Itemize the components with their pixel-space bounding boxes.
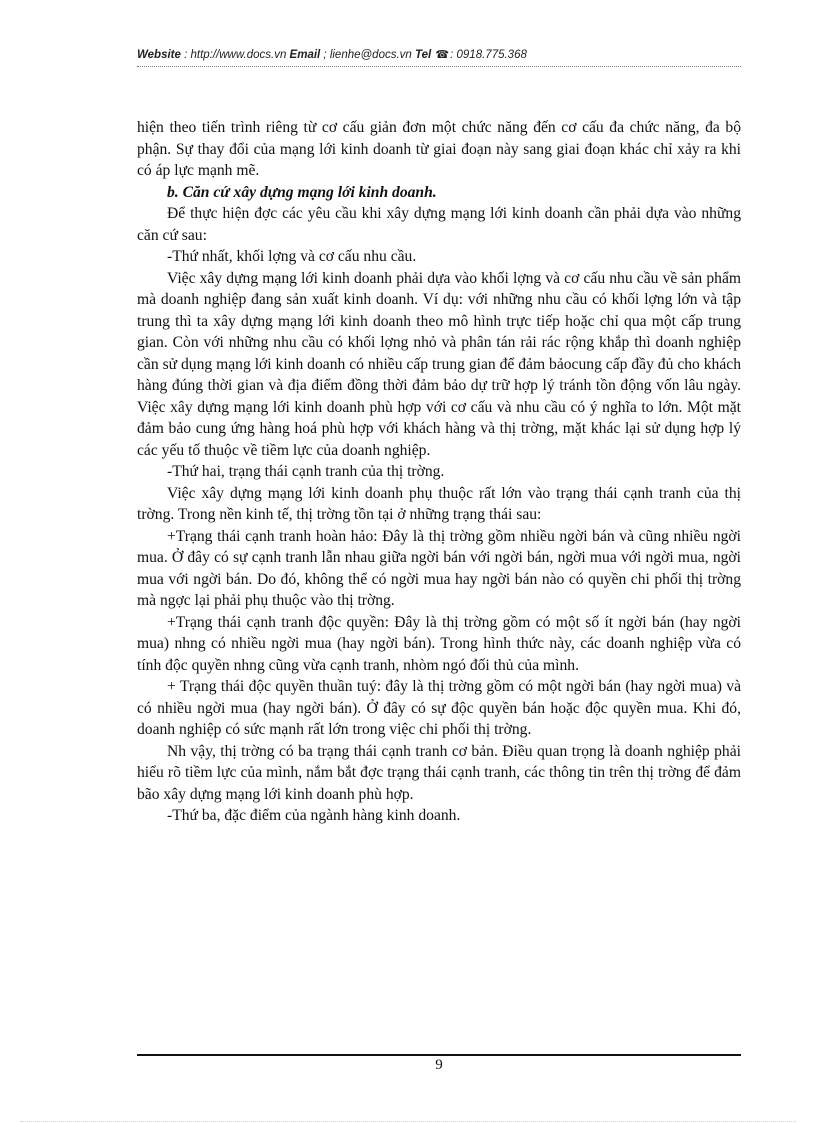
section-heading: b. Căn cứ xây dựng mạng lới kinh doanh. (167, 183, 437, 201)
page-edge-divider (20, 1121, 796, 1122)
paragraph: Để thực hiện đợc các yêu cầu khi xây dựng mạng lới kinh doanh cần phải dựa vào những căn cứ sau: (137, 205, 741, 244)
page-header (137, 48, 741, 66)
paragraph-continuation: hiện theo tiến trình riêng từ cơ cấu giản đơn một chức năng đến cơ cấu đa chức năng, đa bộ phận. Sự thay đổi của mạng lới kinh doanh từ giai đoạn này sang giai đoạn khác chỉ xảy ra khi có áp lực mạnh mẽ. (137, 119, 741, 179)
paragraph: Việc xây dựng mạng lới kinh doanh phụ thuộc rất lớn vào trạng thái cạnh tranh của thị trờng. Trong nền kinh tế, thị trờng tồn tại ở những trạng thái sau: (137, 484, 741, 523)
tel-value: : 0918.775.368 (450, 49, 527, 61)
email-label: Email (289, 49, 321, 61)
paragraph: + Trạng thái độc quyền thuần tuý: đây là thị trờng gồm có một ngời bán (hay ngời mua) và có nhiều ngời mua (hay ngời bán). Ở đây có sự độc quyền bán hoặc độc quyền mua. Khi đó, doanh nghiệp có sức mạnh rất lớn trong việc chi phối thị trờng. (137, 678, 741, 738)
paragraph: +Trạng thái cạnh tranh hoàn hảo: Đây là thị trờng gồm nhiều ngời bán và cũng nhiều ngời mua. Ở đây có sự cạnh tranh lẫn nhau giữa ngời bán với ngời bán, ngời mua với ngời mua, ngời mua với ngời bán. Do đó, không thể có ngời mua hay ngời bán nào có quyền chi phối thị trờng mà ngợc lại phải phụ thuộc vào thị trờng. (137, 527, 741, 609)
paragraph: Việc xây dựng mạng lới kinh doanh phải dựa vào khối lợng và cơ cấu nhu cầu về sản phẩm mà doanh nghiệp đang sản xuất kinh doanh. Ví dụ: với những nhu cầu có khối lợng lớn và tập trung thì ta xây dựng mạng lới kinh doanh theo mô hình trực tiếp hoặc chỉ qua một cấp trung gian. Còn với những nhu cầu có khối lợng nhỏ và phân tán rải rác rộng khắp thì doanh nghiệp cần sử dụng mạng lới kinh doanh có nhiều cấp trung gian để đảm bảocung cấp đầy đủ cho khách hàng đúng thời gian và địa điểm đồng thời đảm bảo dự trữ hợp lý tránh tồn động vốn lâu ngày. Việc xây dựng mạng lới kinh doanh phù hợp với cơ cấu và nhu cầu có ý nghĩa to lớn. Một mặt đảm bảo cung ứng hàng hoá phù hợp với khách hàng và thị trờng, mặt khác lại sử dụng hợp lý các yếu tố thuộc về tiềm lực của doanh nghiệp. (137, 269, 741, 459)
paragraph: -Thứ hai, trạng thái cạnh tranh của thị trờng. (167, 463, 445, 480)
document-body (137, 117, 741, 827)
footer-divider (137, 1054, 741, 1056)
paragraph: -Thứ nhất, khối lợng và cơ cấu nhu cầu. (167, 248, 417, 265)
website-value: : http://www.docs.vn (180, 49, 290, 61)
paragraph: +Trạng thái cạnh tranh độc quyền: Đây là thị trờng gồm có một số ít ngời bán (hay ngời mua) nhng có nhiều ngời mua (hay ngời bán). Trong hình thức này, các doanh nghiệp vừa có tính độc quyền nhng cũng vừa cạnh tranh, nhòm ngó đối thủ của mình. (137, 613, 741, 674)
website-label: Website (137, 49, 181, 61)
header-divider (137, 66, 741, 67)
tel-label: Tel (415, 49, 432, 61)
paragraph: Nh vậy, thị trờng có ba trạng thái cạnh tranh cơ bản. Điều quan trọng là doanh nghiệp phải hiểu rõ tiềm lực của mình, nắm bắt đợc trạng thái cạnh tranh, các thông tin trên thị trờng để đảm bão xây dựng mạng lới kinh doanh phù hợp. (137, 742, 741, 803)
paragraph: -Thứ ba, đặc điểm của ngành hàng kinh doanh. (167, 807, 461, 824)
phone-icon: ☎ (435, 49, 450, 61)
email-value: ; lienhe@docs.vn (320, 49, 416, 61)
page-number: 9 (435, 1057, 443, 1073)
